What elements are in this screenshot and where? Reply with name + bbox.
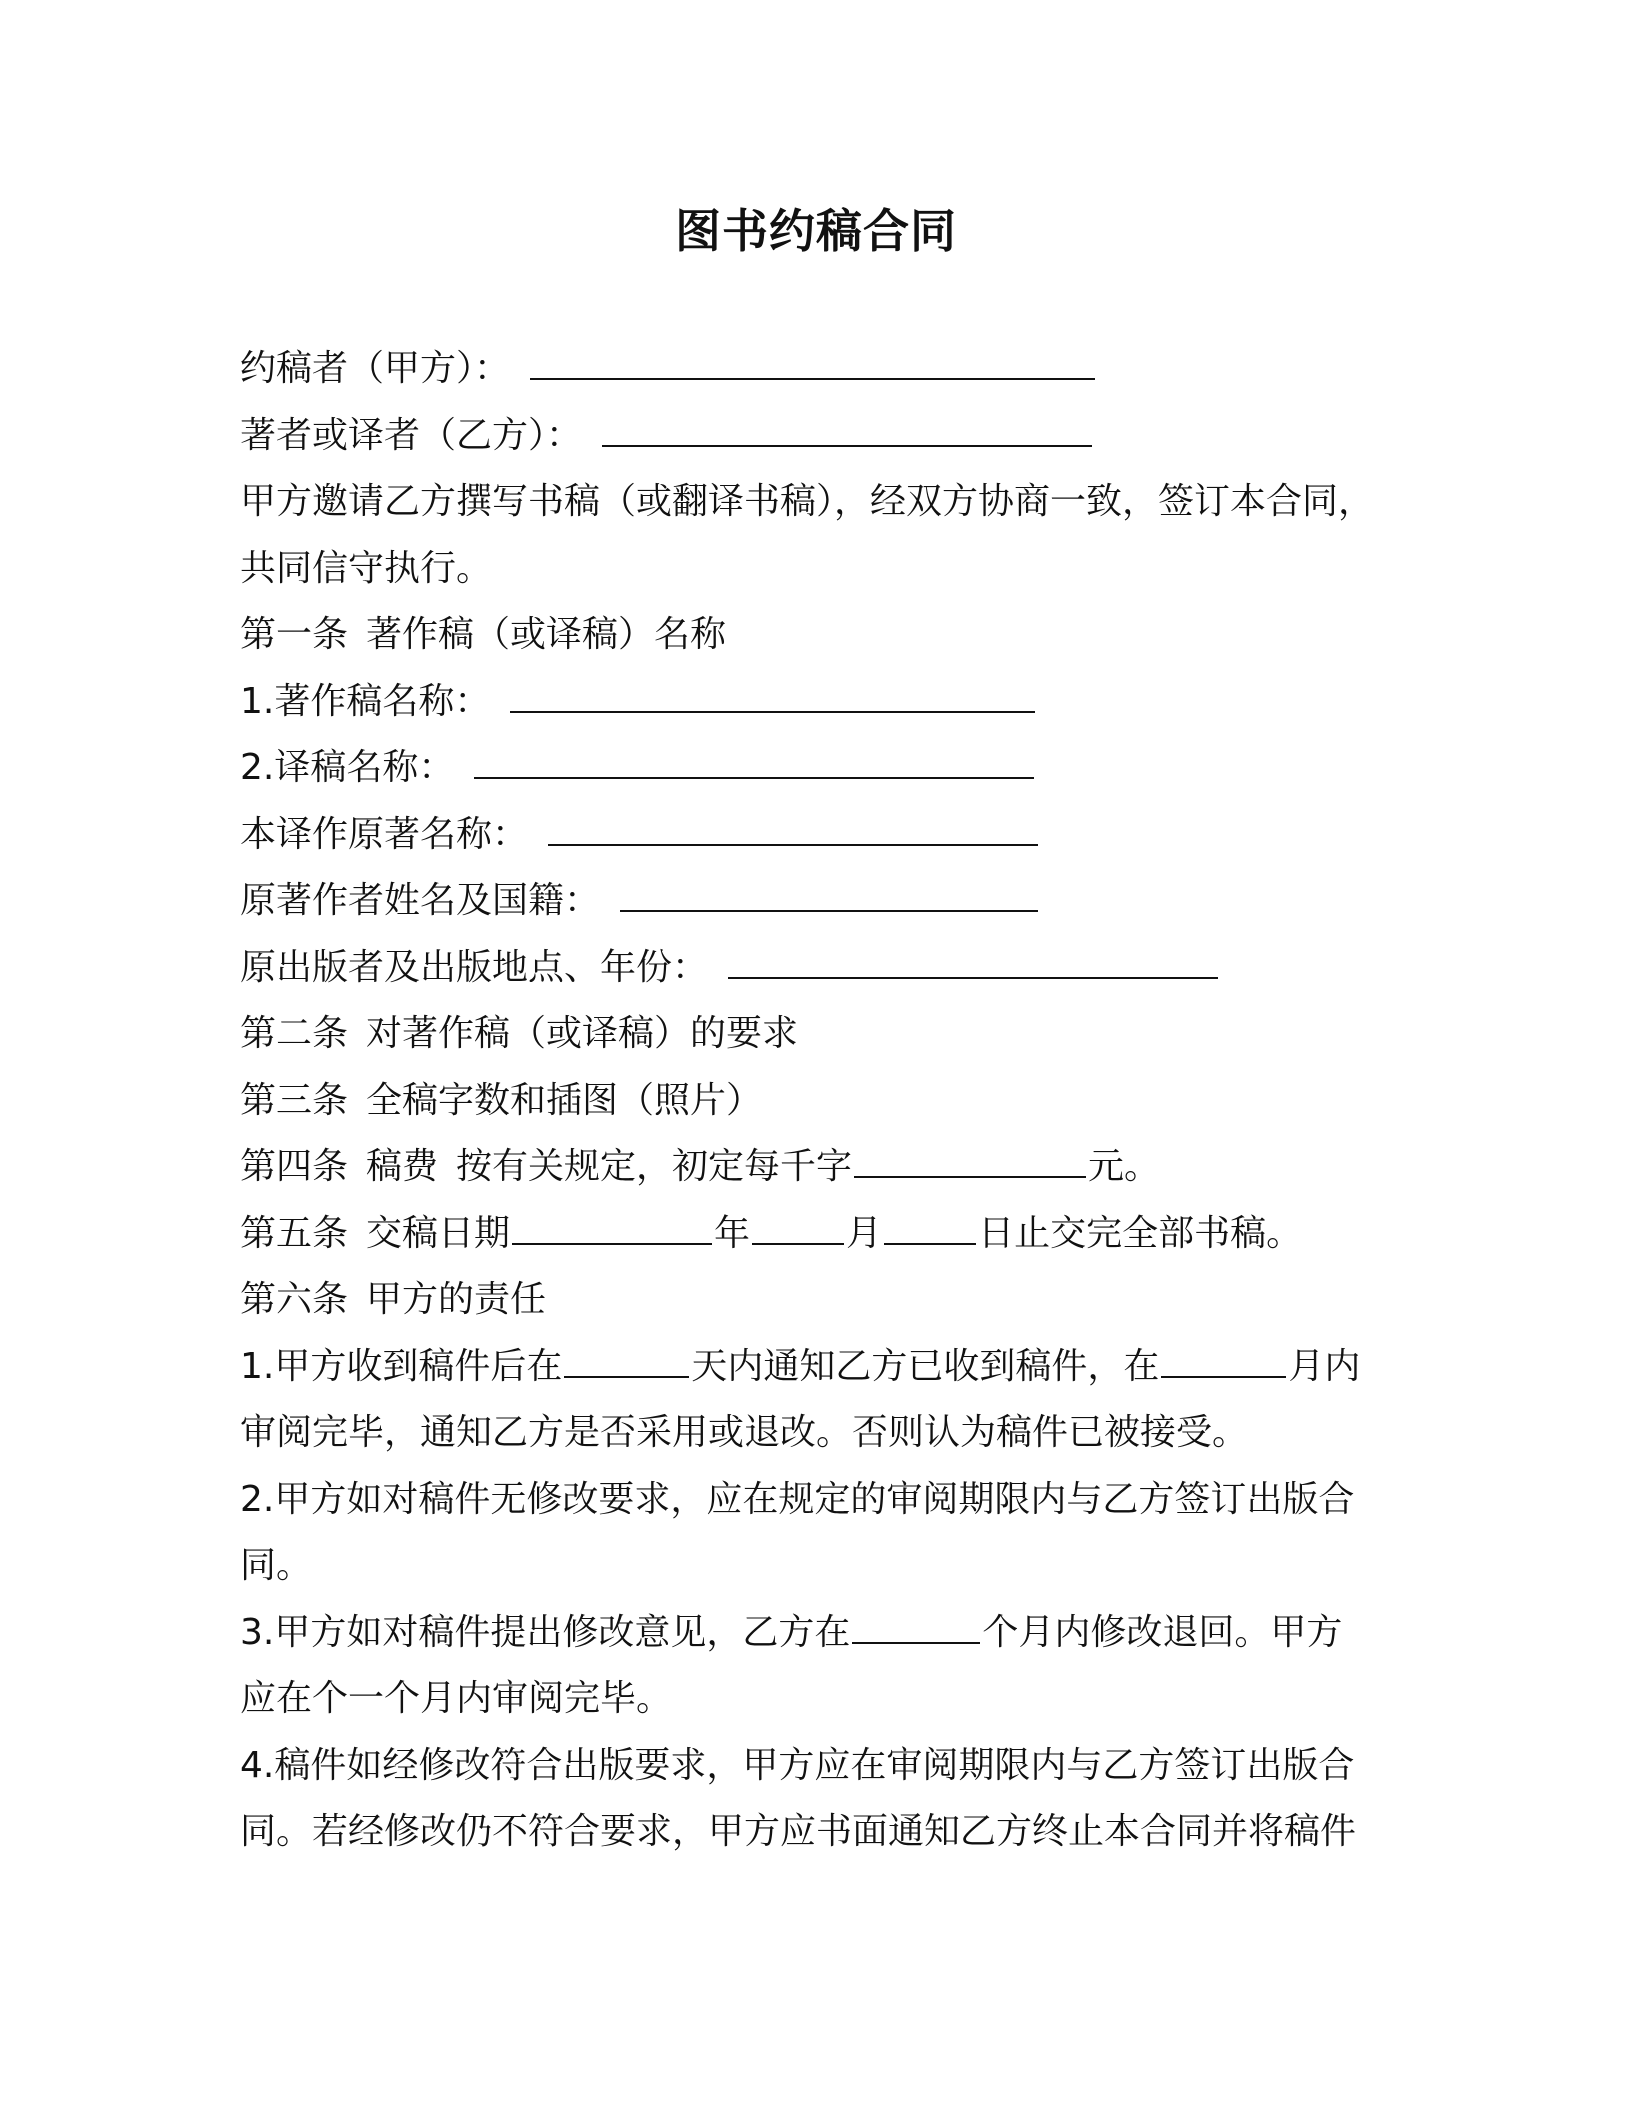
article-6-item-2-line-2: 同。 [240,1545,313,1586]
original-title-label: 本译作原著名称： [240,814,529,855]
article-4-unit: 元。 [1088,1146,1161,1187]
party-a-line [240,339,1097,399]
article-3-label: 第三条 [240,1080,349,1121]
translation-title-blank[interactable] [474,745,1034,779]
article-1-item-4 [240,871,1040,931]
party-a-label: 约稿者（甲方）： [240,348,511,389]
article-6-item-1-text-a: 1.甲方收到稿件后在 [240,1346,563,1387]
article-1-item-3 [240,805,1040,865]
article-6-item-3-text-a: 3.甲方如对稿件提出修改意见，乙方在 [240,1612,851,1653]
year-label: 年 [714,1213,751,1254]
article-4-text: 按有关规定，初定每千字 [456,1146,853,1187]
original-publisher-blank[interactable] [728,945,1218,979]
fee-per-thousand-blank[interactable] [854,1144,1086,1178]
original-author-blank[interactable] [620,878,1038,912]
article-6-item-2-line-1: 2.甲方如对稿件无修改要求，应在规定的审阅期限内与乙方签订出版合 [240,1479,1355,1520]
party-b-label: 著者或译者（乙方）： [240,415,583,456]
article-6-item-1-line-2: 审阅完毕，通知乙方是否采用或退改。否则认为稿件已被接受。 [240,1412,1249,1453]
book-title-blank[interactable] [510,679,1035,713]
article-3-heading: 全稿字数和插图（照片） [366,1080,763,1121]
party-b-blank[interactable] [602,413,1092,447]
article-4-label: 第四条 [240,1146,349,1187]
article-6-item-3-line-1 [240,1603,1342,1663]
original-author-label: 原著作者姓名及国籍： [240,880,601,921]
article-2-label: 第二条 [240,1013,349,1054]
article-3-title [240,1071,762,1131]
article-2-heading: 对著作稿（或译稿）的要求 [366,1013,799,1054]
delivery-month-blank[interactable] [752,1211,844,1245]
revise-months-blank[interactable] [852,1610,980,1644]
article-6-label: 第六条 [240,1279,349,1320]
article-6-item-4-line-1: 4.稿件如经修改符合出版要求，甲方应在审阅期限内与乙方签订出版合 [240,1745,1355,1786]
intro-line-1: 甲方邀请乙方撰写书稿（或翻译书稿），经双方协商一致，签订本合同， [240,481,1375,522]
article-5-text: 日止交完全部书稿。 [978,1213,1303,1254]
party-b-line [240,406,1094,466]
document-title: 图书约稿合同 [675,204,957,258]
article-4-heading: 稿费 [366,1146,439,1187]
article-1-item-2 [240,738,1036,798]
translation-title-label: 2.译稿名称： [240,747,455,788]
article-5-label: 第五条 [240,1213,349,1254]
book-title-label: 1.著作稿名称： [240,681,491,722]
original-publisher-label: 原出版者及出版地点、年份： [240,947,709,988]
article-2-title [240,1004,798,1064]
article-1-label: 第一条 [240,614,349,655]
article-5-heading: 交稿日期 [366,1213,511,1254]
article-5 [240,1204,1302,1264]
party-a-blank[interactable] [530,346,1095,380]
article-1-title [240,605,726,665]
delivery-year-blank[interactable] [512,1211,712,1245]
intro-line-2: 共同信守执行。 [240,548,493,589]
article-4 [240,1137,1160,1197]
article-1-heading: 著作稿（或译稿）名称 [366,614,727,655]
notify-days-blank[interactable] [564,1344,689,1378]
article-6-item-1-line-1 [240,1337,1360,1397]
article-6-item-4-line-2: 同。若经修改仍不符合要求，甲方应书面通知乙方终止本合同并将稿件 [240,1811,1357,1852]
article-6-item-3-text-b: 个月内修改退回。甲方 [982,1612,1343,1653]
article-6-title [240,1270,546,1330]
article-6-item-1-text-c: 月内 [1288,1346,1361,1387]
article-6-heading: 甲方的责任 [366,1279,547,1320]
delivery-day-blank[interactable] [884,1211,976,1245]
month-label: 月 [846,1213,883,1254]
review-months-blank[interactable] [1161,1344,1286,1378]
article-6-item-3-line-2: 应在个一个月内审阅完毕。 [240,1678,673,1719]
original-title-blank[interactable] [548,812,1038,846]
article-1-item-5 [240,938,1220,998]
article-1-item-1 [240,672,1037,732]
article-6-item-1-text-b: 天内通知乙方已收到稿件，在 [691,1346,1160,1387]
